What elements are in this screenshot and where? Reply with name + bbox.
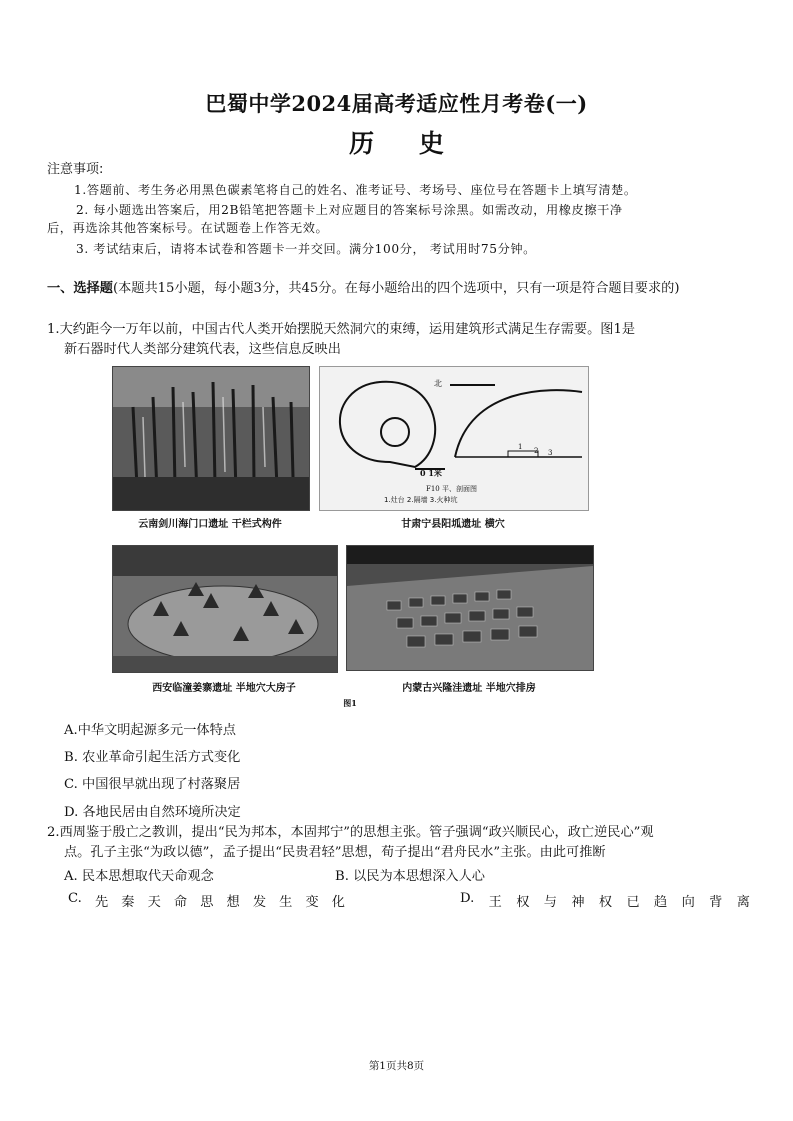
page-footer: 第1页共8页 xyxy=(368,1060,425,1072)
q2-d-char: 背 xyxy=(709,895,723,910)
q1-option-d[interactable]: D. 各地民居由自然环境所决定 xyxy=(64,805,241,820)
q2-c-char: 思 xyxy=(200,895,214,910)
q2-d-char: 权 xyxy=(598,895,613,910)
q2-c-char: 生 xyxy=(279,895,293,910)
q1-stem-1: 1.大约距今一万年以前，中国古代人类开始摆脱天然洞穴的束缚，运用建筑形式满足生存需要。图1是 xyxy=(47,322,636,337)
q1-option-b[interactable]: B. 农业革命引起生活方式变化 xyxy=(64,750,241,765)
q2-option-a[interactable]: A. 民本思想取代天命观念 xyxy=(64,869,214,884)
q2-d-char: 权 xyxy=(516,895,530,910)
q2-c-char: C. xyxy=(68,891,82,906)
q2-d-char: 王 xyxy=(488,895,502,910)
section-1-desc: (本题共15小题，每小题3分，共45分。在每小题给出的四个选项中，只有一项是符合题目要求的) xyxy=(112,281,680,296)
notice-heading: 注意事项: xyxy=(47,162,104,177)
plan-fig-no: F10 平、剖面图 xyxy=(426,485,477,493)
q2-c-char: 发 xyxy=(252,895,266,910)
q1-stem-2: 新石器时代人类部分建筑代表，这些信息反映出 xyxy=(64,342,341,357)
q2-option-d[interactable] xyxy=(460,891,750,910)
photo-xinglongwa-houses xyxy=(346,545,594,671)
plan-north-label: 北 xyxy=(434,379,442,388)
q2-d-char: 神 xyxy=(571,895,585,910)
photo-jiangzhai-village xyxy=(112,545,338,673)
q2-c-char: 天 xyxy=(147,895,161,910)
notice-item-1: 1.答题前、考生务必用黑色碳素笔将自己的姓名、准考证号、考场号、座位号在答题卡上填写清楚。 xyxy=(74,183,637,197)
caption-jiangzhai: 西安临潼姜寨遗址 半地穴大房子 xyxy=(152,683,296,694)
q2-c-char: 想 xyxy=(226,895,240,910)
subject-title: 历 史 xyxy=(349,129,462,158)
section-1-heading xyxy=(47,279,737,299)
q1-option-a[interactable]: A.中华文明起源多元一体特点 xyxy=(64,723,236,738)
q2-d-char: 向 xyxy=(681,895,695,910)
caption-xinglongwa: 内蒙古兴隆洼遗址 半地穴排房 xyxy=(402,683,536,694)
q2-d-char: 趋 xyxy=(654,895,668,910)
q2-d-char: 离 xyxy=(736,895,750,910)
q2-d-char: 与 xyxy=(543,895,557,910)
caption-yangwa: 甘肃宁县阳坬遗址 横穴 xyxy=(401,519,505,530)
plan-legend: 1.灶台 2.隔墙 3.火种坑 xyxy=(384,496,458,504)
q2-option-b[interactable]: B. 以民为本思想深入人心 xyxy=(335,869,485,884)
exam-title: 巴蜀中学2024届高考适应性月考卷(一) xyxy=(205,91,588,116)
photo-haimenkou-stilts xyxy=(112,366,310,511)
notice-item-3: 3. 考试结束后，请将本试卷和答题卡一并交回。满分100分， 考试用时75分钟。 xyxy=(76,242,536,256)
q2-stem-2: 点。孔子主张“为政以德”，孟子提出“民贵君轻”思想，荀子提出“君舟民水”主张。由此可推断 xyxy=(64,845,606,860)
caption-haimenkou: 云南剑川海门口遗址 干栏式构件 xyxy=(138,519,282,530)
figure-1-label: 图1 xyxy=(343,698,357,708)
q2-c-char: 化 xyxy=(331,895,345,910)
q2-c-char: 先 xyxy=(94,895,109,910)
q2-stem-1: 2.西周鉴于殷亡之教训，提出“民为邦本，本固邦宁”的思想主张。管子强调“政兴顺民心，政亡逆民心”观 xyxy=(47,825,654,840)
section-1-label: 一、选择题 xyxy=(47,281,113,296)
q2-d-char: 已 xyxy=(626,895,640,910)
notice-item-2-cont: 后，再选涂其他答案标号。在试题卷上作答无效。 xyxy=(47,221,329,235)
q2-c-char: 命 xyxy=(173,895,188,910)
q2-c-char: 变 xyxy=(305,895,319,910)
plan-mark-3: 3 xyxy=(548,449,553,457)
plan-mark-1: 1 xyxy=(518,443,523,451)
q2-d-char: D. xyxy=(460,891,475,906)
notice-item-2: 2. 每小题选出答案后，用2B铅笔把答题卡上对应题目的答案标号涂黑。如需改动，用橡皮擦干净 xyxy=(76,203,623,217)
q1-option-c[interactable]: C. 中国很早就出现了村落聚居 xyxy=(64,777,241,792)
plan-mark-2: 2 xyxy=(534,447,539,455)
plan-scale: 0 1米 xyxy=(420,468,442,478)
q2-option-c[interactable] xyxy=(68,891,345,910)
q2-c-char: 秦 xyxy=(121,895,135,910)
